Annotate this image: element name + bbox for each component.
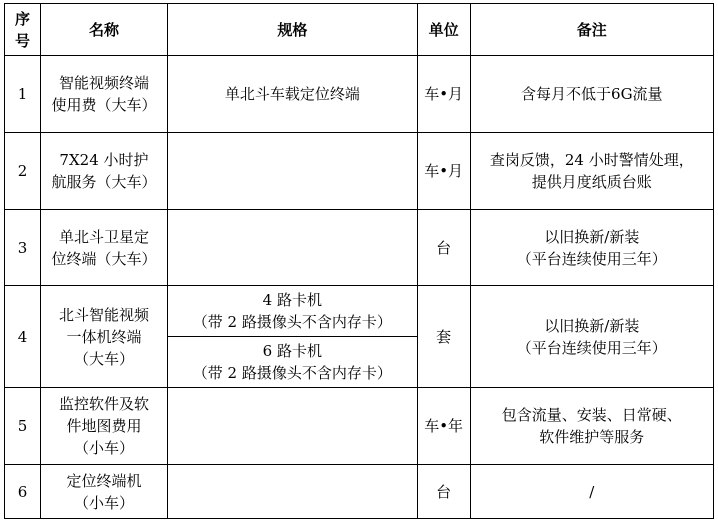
- row-name: 7X24 小时护 航服务（大车）: [40, 133, 167, 210]
- table-row: [5, 465, 714, 519]
- table-row: [5, 210, 714, 286]
- header-remark: 备注: [470, 4, 713, 56]
- row-index: 6: [5, 465, 41, 519]
- row-spec: [167, 133, 417, 210]
- header-spec: 规格: [167, 4, 417, 56]
- row-spec-option-a: 4 路卡机 （带 2 路摄像头不含内存卡）: [167, 286, 417, 337]
- row-unit: 车•月: [417, 133, 470, 210]
- spec-table: [4, 3, 714, 519]
- row-unit: 车•月: [417, 56, 470, 133]
- row-spec: 单北斗车载定位终端: [167, 56, 417, 133]
- row-remark: /: [470, 465, 713, 519]
- header-unit: 单位: [417, 4, 470, 56]
- table-row: [5, 286, 714, 337]
- row-spec: [167, 388, 417, 465]
- row-remark: 查岗反馈，24 小时警情处理， 提供月度纸质台账: [470, 133, 713, 210]
- row-index: 4: [5, 286, 41, 388]
- row-unit: 车•年: [417, 388, 470, 465]
- table-row: [5, 133, 714, 210]
- row-spec: [167, 210, 417, 286]
- row-name: 智能视频终端 使用费（大车）: [40, 56, 167, 133]
- row-name: 北斗智能视频 一体机终端 （大车）: [40, 286, 167, 388]
- row-name: 单北斗卫星定 位终端（大车）: [40, 210, 167, 286]
- row-unit: 套: [417, 286, 470, 388]
- row-name: 定位终端机 （小车）: [40, 465, 167, 519]
- table-row: [5, 388, 714, 465]
- row-index: 5: [5, 388, 41, 465]
- header-name: 名称: [40, 4, 167, 56]
- row-remark: 以旧换新/新装 （平台连续使用三年）: [470, 286, 713, 388]
- row-spec-option-b: 6 路卡机 （带 2 路摄像头不含内存卡）: [167, 337, 417, 388]
- row-remark: 以旧换新/新装 （平台连续使用三年）: [470, 210, 713, 286]
- row-spec: [167, 465, 417, 519]
- row-index: 2: [5, 133, 41, 210]
- row-remark: 含每月不低于6G流量: [470, 56, 713, 133]
- row-index: 1: [5, 56, 41, 133]
- table-row: [5, 56, 714, 133]
- row-name: 监控软件及软 件地图费用 （小车）: [40, 388, 167, 465]
- header-row: [5, 4, 714, 56]
- row-unit: 台: [417, 465, 470, 519]
- row-unit: 台: [417, 210, 470, 286]
- row-index: 3: [5, 210, 41, 286]
- header-index: 序 号: [5, 4, 41, 56]
- row-remark: 包含流量、安装、日常硬、 软件维护等服务: [470, 388, 713, 465]
